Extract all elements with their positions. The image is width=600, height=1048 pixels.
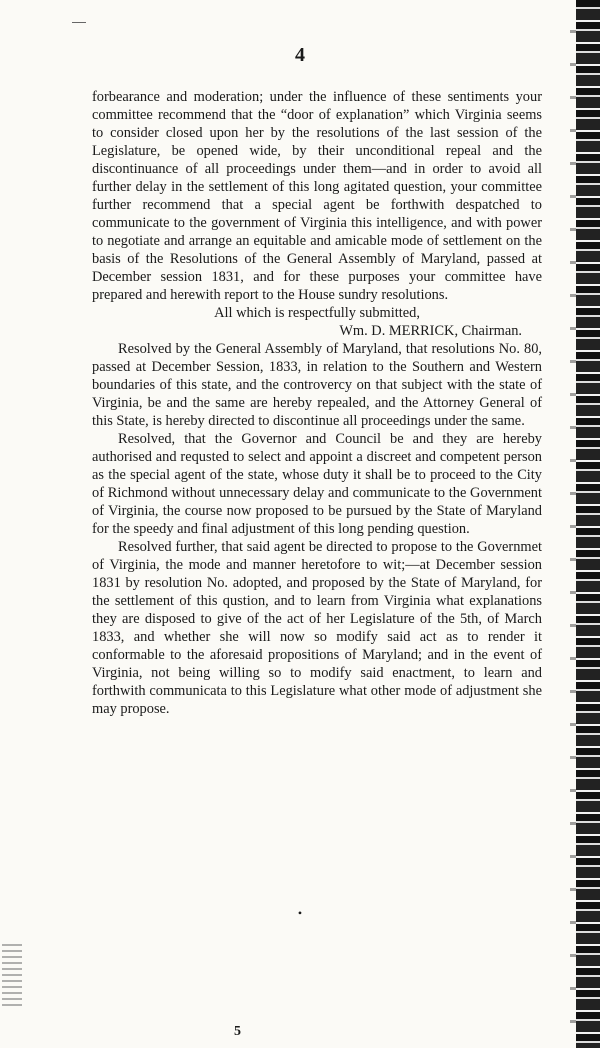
scan-left-artifact: [2, 940, 22, 1010]
committee-report-paragraph: forbearance and moderation; under the influence of these sentiments your committee recommend that the “door of explanation” which Virginia seems to consider closed upon her by the resolutions of the last session of the Legislature, be opened wide, by their unconditional repeal and the discontinuance of all proceedings under them—and in order to avoid all further delay in the settlement of this long agitated question, your committee further recommend that a special agent be forthwith despatched to communicate to the government of Virginia this intelligence, and with power to negotiate and arrange an equitable and amicable mode of settlement on the basis of the Resolutions of the General Assembly of Maryland, passed at December session 1831, and for these purposes your committee have prepared and herewith report to the House sundry resolutions.: [92, 89, 542, 303]
resolution-agent-directions: Resolved further, that said agent be directed to propose to the Governmet of Virginia, the mode and manner heretofore to wit;—at December session 1831 by resolution No. adopted, and proposed by the State of Maryland, for the settlement of this qustion, and to learn from Virginia what explanations they are disposed to give of the act of her Legislature of the 5th, of March 1833, and whether she will now so modify said act as to render it conformable to the aforesaid propositions of Maryland; and in the event of Virginia, not being willing so to modify said enactment, to learn and forthwith communicata to this Legislature what other mode of adjustment she may propose.: [92, 539, 542, 717]
signature-mark: 5: [234, 1024, 241, 1039]
chairman-signature: Wm. D. MERRICK, Chairman.: [339, 323, 522, 339]
document-body: [92, 88, 542, 718]
top-rule: [72, 22, 86, 23]
resolution-special-agent: Resolved, that the Governor and Council be and they are hereby authorised and requsted to select and appoint a discreet and competent person as the special agent of the state, whose duty it shall be to proceed to the City of Richmond without unnecessary delay and communicate to the Government of Virginia, the course now proposed to be pursued by the State of Maryland for the speedy and final adjustment of this long pending question.: [92, 431, 542, 537]
end-ornament: •: [297, 906, 303, 920]
page-number: 4: [295, 44, 305, 66]
submission-line: All which is respectfully submitted,: [214, 305, 420, 321]
scan-binding-edge: [576, 0, 600, 1048]
resolution-repeal: Resolved by the General Assembly of Maryland, that resolutions No. 80, passed at December Session, 1833, in relation to the Southern and Western boundaries of this state, and the controvercy on that subject with the state of Virginia, be and the same are hereby repealed, and the Attorney General of this State, is hereby directed to discontinue all proceedings under the same.: [92, 341, 542, 429]
